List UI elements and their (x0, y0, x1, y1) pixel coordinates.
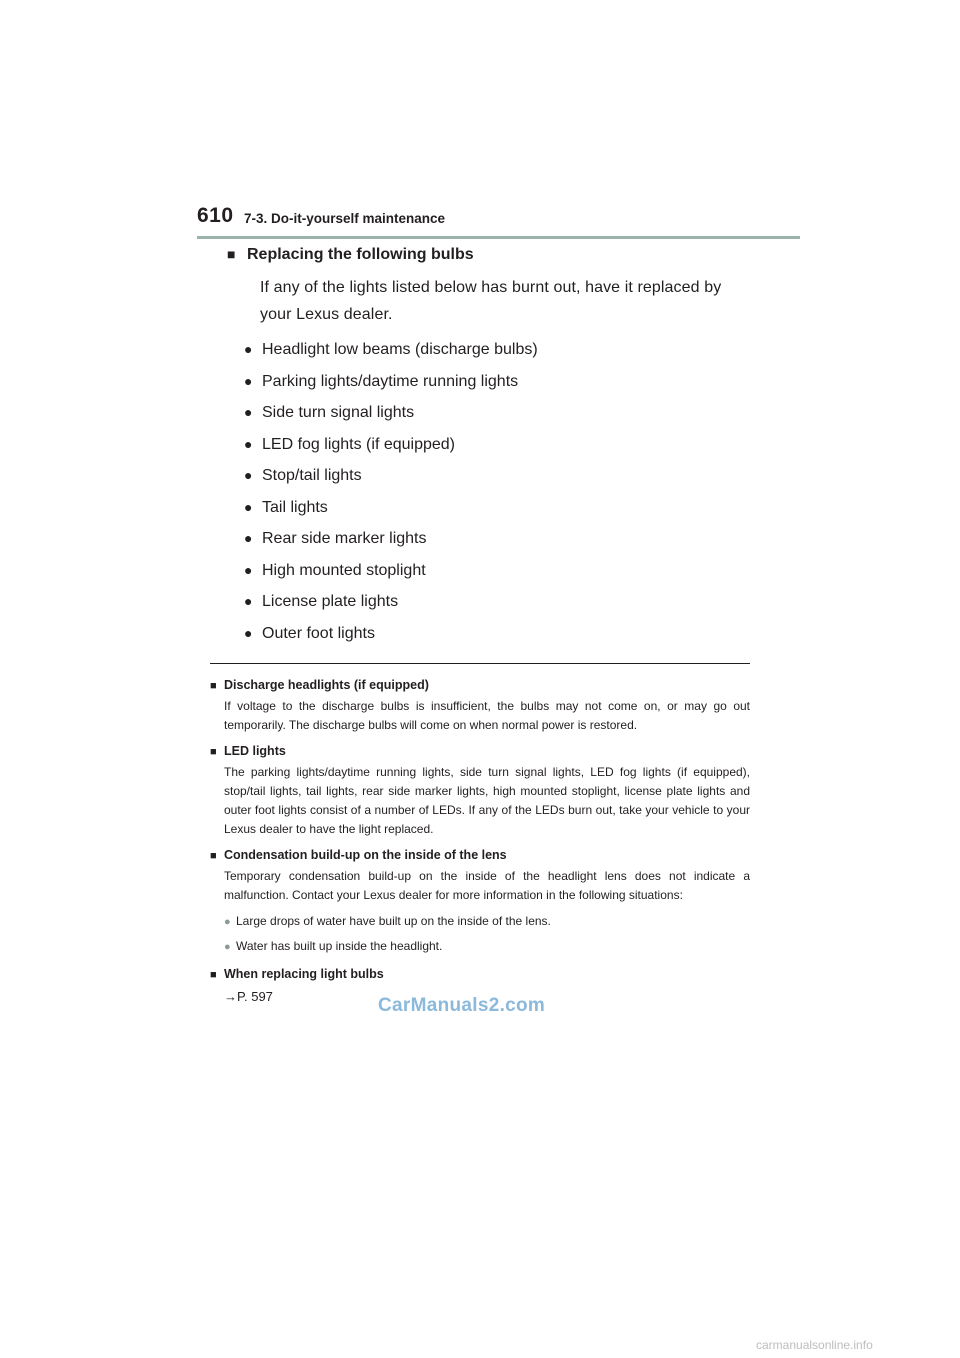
bullet-icon: ● (224, 941, 231, 954)
bullet-icon: ● (244, 467, 253, 483)
bulb-list (244, 334, 752, 649)
bullet-icon: ● (244, 624, 253, 641)
condensation-list (224, 909, 750, 959)
bullet-icon: ● (244, 530, 253, 546)
note-body: The parking lights/daytime running lights, side turn signal lights, LED fog lights (if equipped), stop/tail lights, tail lights, rear side marker lights, high mounted stoplight, license plate lights and outer foot lights consist of a number of LEDs. If any of the LEDs burn out, take your vehicle to your Lexus dealer to have the light replaced. (224, 764, 750, 837)
square-bullet-icon: ■ (210, 680, 217, 692)
watermark: CarManuals2.com (378, 995, 546, 1016)
bullet-icon: ● (244, 561, 253, 578)
bullet-icon: ● (244, 372, 253, 389)
note-led (210, 741, 750, 840)
notes-section (210, 675, 750, 1013)
bullet-icon: ● (244, 404, 253, 420)
note-body: Temporary condensation build-up on the inside of the headlight lens does not indicate a malfunction. Contact your Lexus dealer for more information in the following situations: (224, 868, 750, 903)
bullet-icon: ● (244, 435, 253, 452)
square-bullet-icon: ■ (210, 849, 217, 862)
square-bullet-icon: ■ (210, 969, 217, 982)
bullet-icon: ● (244, 341, 253, 357)
list-item: ● License plate lights (244, 586, 752, 618)
list-item: ● LED fog lights (if equipped) (244, 429, 752, 461)
section-title: 7-3. Do-it-yourself maintenance (244, 211, 446, 226)
page-number: 610 (197, 204, 234, 227)
footer-watermark: carmanualsonline.info (756, 1338, 873, 1352)
page-reference-link[interactable]: →P. 597 (224, 989, 273, 1005)
list-item: ● Rear side marker lights (244, 523, 752, 555)
note-body: If voltage to the discharge bulbs is insufficient, the bulbs may not come on, or may go out temporarily. The discharge bulbs will come on when normal power is restored. (224, 699, 750, 733)
list-item: ● Large drops of water have built up on the inside of the lens. (224, 909, 750, 934)
divider (210, 663, 750, 664)
note-heading: ■ When replacing light bulbs (210, 964, 750, 984)
square-bullet-icon: ■ (227, 246, 236, 262)
intro-text: If any of the lights listed below has burnt out, have it replaced by your Lexus dealer. (260, 279, 722, 323)
list-item: ● High mounted stoplight (244, 555, 752, 587)
list-item: ● Outer foot lights (244, 618, 752, 650)
note-heading: ■ Discharge headlights (if equipped) (210, 675, 750, 695)
page-header (197, 204, 800, 239)
square-bullet-icon: ■ (210, 745, 217, 758)
bullet-icon: ● (244, 593, 253, 609)
list-item: ● Headlight low beams (discharge bulbs) (244, 334, 752, 366)
list-item: ● Parking lights/daytime running lights (244, 366, 752, 398)
note-heading: ■ Condensation build-up on the inside of the lens (210, 845, 750, 865)
main-section (227, 243, 752, 649)
list-item: ● Stop/tail lights (244, 460, 752, 492)
note-heading: ■ LED lights (210, 741, 750, 761)
list-item: ● Tail lights (244, 492, 752, 524)
bullet-icon: ● (244, 498, 253, 515)
bullet-icon: ● (224, 916, 231, 929)
list-item: ● Water has built up inside the headlight. (224, 934, 750, 959)
section-heading: ■ Replacing the following bulbs (227, 243, 752, 265)
note-condensation (210, 845, 750, 960)
list-item: ● Side turn signal lights (244, 397, 752, 429)
note-discharge (210, 675, 750, 736)
